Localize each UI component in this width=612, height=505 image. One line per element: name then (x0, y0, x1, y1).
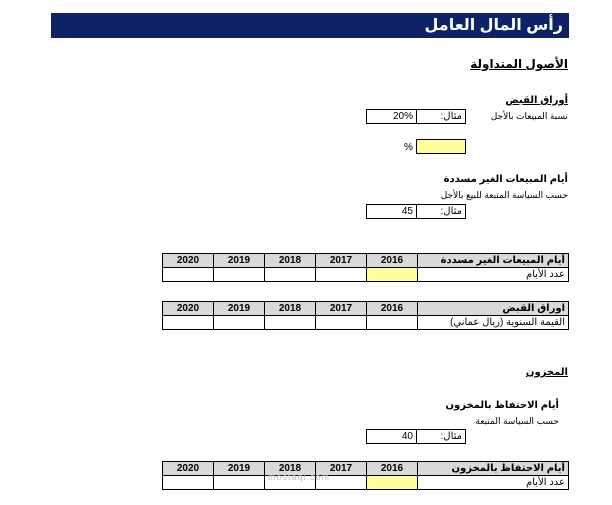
year-header: 2018 (265, 254, 316, 268)
input-cell-2016[interactable] (367, 476, 418, 490)
table-row (163, 316, 569, 330)
value-cell-2019[interactable] (214, 268, 265, 282)
year-header: 2016 (367, 462, 418, 476)
table-header-label: اوراق القبض (418, 302, 569, 316)
value-cell-2018[interactable] (265, 316, 316, 330)
year-header: 2016 (367, 302, 418, 316)
value-cell-2019[interactable] (214, 316, 265, 330)
inventory-heading: المخزون (525, 367, 568, 378)
dso-table (162, 253, 569, 282)
credit-sales-input[interactable] (416, 139, 466, 154)
year-header: 2020 (163, 254, 214, 268)
value-cell-2019[interactable] (214, 476, 265, 490)
year-header: 2019 (214, 462, 265, 476)
row-label: القيمة السنوية (ريال عماني) (418, 316, 569, 330)
input-cell-2016[interactable] (367, 268, 418, 282)
sheet-title: رأس المال العامل (424, 17, 563, 34)
year-header: 2017 (316, 302, 367, 316)
inventory-example-label: مثال: (416, 429, 466, 444)
credit-sales-example-value: 20% (366, 109, 417, 124)
year-header: 2017 (316, 254, 367, 268)
value-cell-2017[interactable] (316, 268, 367, 282)
table-header-row (163, 302, 569, 316)
inventory-example-value: 40 (366, 429, 417, 444)
year-header: 2018 (265, 302, 316, 316)
credit-sales-example-label: مثال: (416, 109, 466, 124)
year-header: 2016 (367, 254, 418, 268)
receivables-heading: أوراق القبض (505, 95, 568, 106)
table-row (163, 476, 569, 490)
value-cell-2020[interactable] (163, 316, 214, 330)
table-header-label: أيام المبيعات الغير مسددة (418, 254, 569, 268)
year-header: 2017 (316, 462, 367, 476)
current-assets-heading: الأصول المتداولة (470, 57, 568, 71)
dso-example-value: 45 (366, 204, 417, 219)
watermark-text: mostaql.com (268, 472, 331, 482)
row-label: عدد الأيام (418, 476, 569, 490)
dso-example-label: مثال: (416, 204, 466, 219)
table-header-label: أيام الاحتفاظ بالمخزون (418, 462, 569, 476)
inventory-days-note: حسب السياسة المتبعة (475, 416, 559, 426)
table-row (163, 268, 569, 282)
year-header: 2020 (163, 462, 214, 476)
value-cell-2018[interactable] (265, 268, 316, 282)
year-header: 2019 (214, 302, 265, 316)
credit-sales-label: نسبة المبيعات بالأجل (490, 111, 568, 121)
inventory-table (162, 461, 569, 490)
table-header-row (163, 254, 569, 268)
value-cell-2020[interactable] (163, 268, 214, 282)
inventory-days-heading: أيام الاحتفاظ بالمخزون (445, 400, 559, 411)
table-header-row (163, 462, 569, 476)
dso-heading: أيام المبيعات الغير مسددة (443, 174, 568, 185)
sheet-title-bar (51, 13, 569, 38)
value-cell-2016[interactable] (367, 316, 418, 330)
value-cell-2017[interactable] (316, 316, 367, 330)
year-header: 2020 (163, 302, 214, 316)
year-header: 2019 (214, 254, 265, 268)
dso-note: حسب السياسة المتبعة للبيع بالأجل (440, 190, 568, 200)
receivables-table (162, 301, 569, 330)
value-cell-2020[interactable] (163, 476, 214, 490)
row-label: عدد الأيام (418, 268, 569, 282)
percent-sign: % (404, 142, 413, 153)
year-header: 2018 (265, 462, 316, 476)
